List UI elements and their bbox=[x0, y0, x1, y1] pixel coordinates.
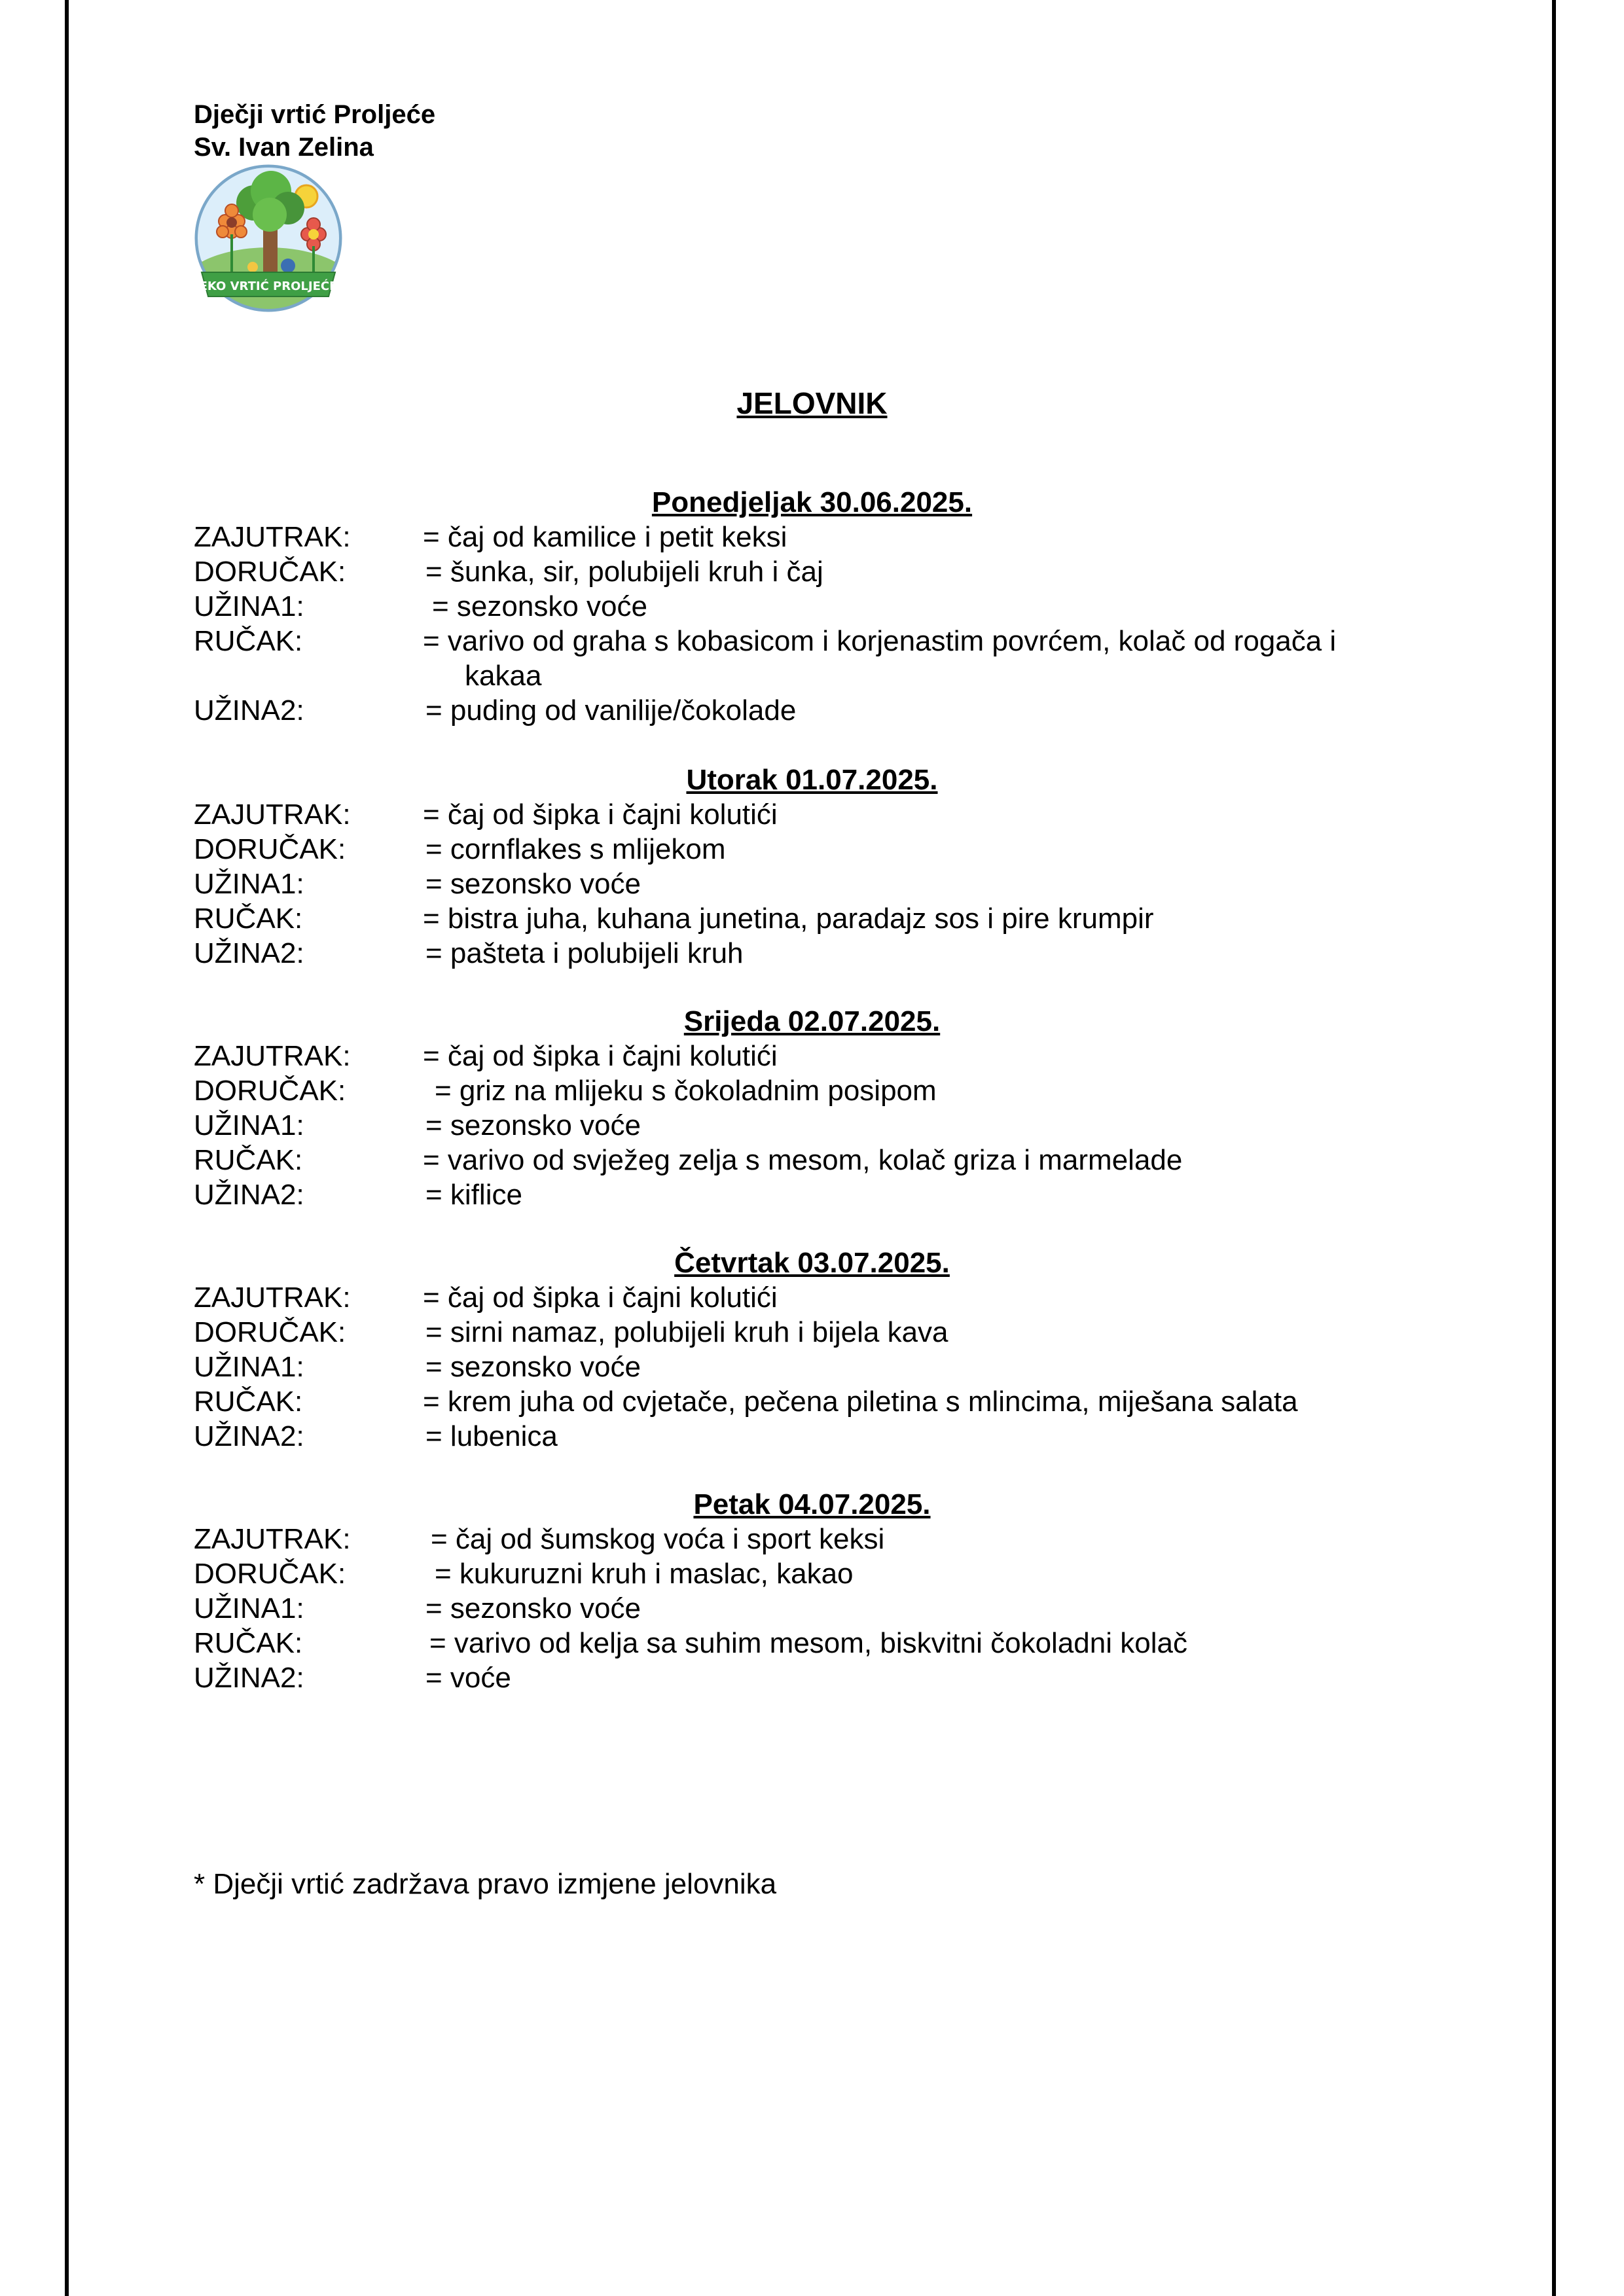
meal-value-continuation: kakaa bbox=[465, 660, 542, 692]
meal-label: UŽINA1: bbox=[194, 1109, 304, 1141]
meal-value: = čaj od šipka i čajni kolutići bbox=[423, 798, 778, 831]
meal-value: = čaj od šipka i čajni kolutići bbox=[423, 1282, 778, 1314]
kindergarten-name: Dječji vrtić Proljeće bbox=[194, 100, 436, 129]
meal-value: = griz na mlijeku s čokoladnim posipom bbox=[435, 1075, 937, 1107]
meal-value: = sezonsko voće bbox=[425, 1109, 641, 1141]
day-heading: Četvrtak 03.07.2025. bbox=[674, 1247, 950, 1279]
meal-value: = sirni namaz, polubijeli kruh i bijela kava bbox=[425, 1316, 948, 1348]
day-heading: Utorak 01.07.2025. bbox=[686, 764, 938, 796]
footnote: * Dječji vrtić zadržava pravo izmjene jelovnika bbox=[194, 1868, 777, 1900]
meal-label: DORUČAK: bbox=[194, 1075, 346, 1107]
meal-value: = krem juha od cvjetače, pečena piletina s mlincima, miješana salata bbox=[423, 1386, 1298, 1418]
meal-label: DORUČAK: bbox=[194, 1558, 346, 1590]
meal-value: = varivo od graha s kobasicom i korjenastim povrćem, kolač od rogača i bbox=[423, 625, 1337, 657]
meal-label: UŽINA1: bbox=[194, 1351, 304, 1383]
meal-value: = kukuruzni kruh i maslac, kakao bbox=[435, 1558, 854, 1590]
meal-label: UŽINA1: bbox=[194, 590, 304, 622]
meal-value: = pašteta i polubijeli kruh bbox=[425, 937, 744, 969]
page-border-right bbox=[1552, 0, 1556, 2296]
document-header bbox=[194, 98, 435, 164]
meal-label: RUČAK: bbox=[194, 1386, 303, 1418]
meal-label: UŽINA2: bbox=[194, 1662, 304, 1694]
meal-value: = sezonsko voće bbox=[432, 590, 647, 622]
meal-label: DORUČAK: bbox=[194, 1316, 346, 1348]
meal-value: = sezonsko voće bbox=[425, 1592, 641, 1624]
meal-label: UŽINA2: bbox=[194, 1420, 304, 1452]
meal-label: UŽINA2: bbox=[194, 1179, 304, 1211]
day-heading: Ponedjeljak 30.06.2025. bbox=[651, 486, 973, 518]
meal-label: ZAJUTRAK: bbox=[194, 1282, 351, 1314]
menu-title: JELOVNIK bbox=[736, 386, 888, 420]
meal-value: = sezonsko voće bbox=[425, 868, 641, 900]
kindergarten-location: Sv. Ivan Zelina bbox=[194, 133, 374, 162]
meal-label: ZAJUTRAK: bbox=[194, 1040, 351, 1072]
meal-label: RUČAK: bbox=[194, 903, 303, 935]
svg-text:EKO VRTIĆ PROLJEĆE: EKO VRTIĆ PROLJEĆE bbox=[199, 279, 338, 293]
meal-value: = kiflice bbox=[425, 1179, 522, 1211]
meal-label: UŽINA2: bbox=[194, 694, 304, 726]
meal-value: = bistra juha, kuhana junetina, paradajz sos i pire krumpir bbox=[423, 903, 1154, 935]
meal-label: ZAJUTRAK: bbox=[194, 798, 351, 831]
meal-label: RUČAK: bbox=[194, 1144, 303, 1176]
meal-label: ZAJUTRAK: bbox=[194, 521, 351, 553]
meal-value: = čaj od kamilice i petit keksi bbox=[423, 521, 787, 553]
meal-label: UŽINA1: bbox=[194, 868, 304, 900]
meal-label: UŽINA2: bbox=[194, 937, 304, 969]
meal-value: = čaj od šumskog voća i sport keksi bbox=[431, 1523, 885, 1555]
meal-value: = čaj od šipka i čajni kolutići bbox=[423, 1040, 778, 1072]
meal-value: = lubenica bbox=[425, 1420, 558, 1452]
meal-label: UŽINA1: bbox=[194, 1592, 304, 1624]
meal-value: = sezonsko voće bbox=[425, 1351, 641, 1383]
meal-value: = voće bbox=[425, 1662, 511, 1694]
meal-label: RUČAK: bbox=[194, 625, 303, 657]
day-heading: Petak 04.07.2025. bbox=[693, 1488, 931, 1520]
meal-label: ZAJUTRAK: bbox=[194, 1523, 351, 1555]
meal-value: = varivo od kelja sa suhim mesom, biskvitni čokoladni kolač bbox=[429, 1627, 1187, 1659]
meal-label: DORUČAK: bbox=[194, 833, 346, 865]
day-heading: Srijeda 02.07.2025. bbox=[683, 1005, 941, 1037]
meal-label: RUČAK: bbox=[194, 1627, 303, 1659]
eko-vrtic-logo bbox=[190, 162, 347, 319]
meal-value: = puding od vanilije/čokolade bbox=[425, 694, 797, 726]
meal-value: = varivo od svježeg zelja s mesom, kolač griza i marmelade bbox=[423, 1144, 1183, 1176]
meal-value: = cornflakes s mlijekom bbox=[425, 833, 726, 865]
page-border-left bbox=[65, 0, 69, 2296]
meal-label: DORUČAK: bbox=[194, 556, 346, 588]
meal-value: = šunka, sir, polubijeli kruh i čaj bbox=[425, 556, 823, 588]
